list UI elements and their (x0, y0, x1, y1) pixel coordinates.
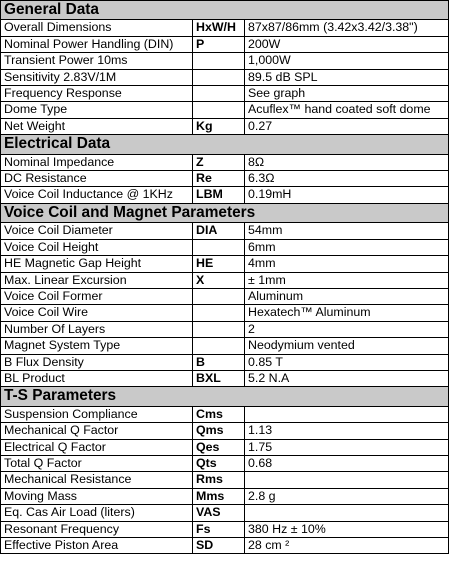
section-title: Voice Coil and Magnet Parameters (1, 203, 449, 222)
table-row (1, 406, 449, 422)
symbol-cell: Qes (193, 439, 245, 455)
param-name-cell: Voice Coil Wire (1, 305, 193, 321)
value-cell: 1,000W (245, 53, 449, 69)
symbol-cell (193, 338, 245, 354)
value-cell: Neodymium vented (245, 338, 449, 354)
table-row (1, 439, 449, 455)
symbol-cell: Cms (193, 406, 245, 422)
param-name-cell: Voice Coil Height (1, 239, 193, 255)
table-row (1, 338, 449, 354)
value-cell: Acuflex™ hand coated soft dome (245, 102, 449, 118)
symbol-cell: Rms (193, 472, 245, 488)
symbol-cell (193, 321, 245, 337)
table-row (1, 321, 449, 337)
table-row (1, 538, 449, 554)
symbol-cell: P (193, 36, 245, 52)
value-cell: 6.3Ω (245, 171, 449, 187)
param-name-cell: B Flux Density (1, 354, 193, 370)
table-row (1, 53, 449, 69)
table-row (1, 455, 449, 471)
table-row (1, 370, 449, 386)
param-name-cell: BL Product (1, 370, 193, 386)
symbol-cell: LBM (193, 187, 245, 203)
symbol-cell: X (193, 272, 245, 288)
param-name-cell: Nominal Power Handling (DIN) (1, 36, 193, 52)
symbol-cell: Re (193, 171, 245, 187)
param-name-cell: Voice Coil Diameter (1, 223, 193, 239)
value-cell: 8Ω (245, 154, 449, 170)
value-cell: 2 (245, 321, 449, 337)
param-name-cell: DC Resistance (1, 171, 193, 187)
param-name-cell: Frequency Response (1, 86, 193, 102)
param-name-cell: Magnet System Type (1, 338, 193, 354)
param-name-cell: Max. Linear Excursion (1, 272, 193, 288)
symbol-cell (193, 305, 245, 321)
symbol-cell: HxW/H (193, 20, 245, 36)
table-row (1, 239, 449, 255)
value-cell: 6mm (245, 239, 449, 255)
symbol-cell (193, 239, 245, 255)
param-name-cell: Effective Piston Area (1, 538, 193, 554)
symbol-cell: SD (193, 538, 245, 554)
table-row (1, 521, 449, 537)
value-cell: Hexatech™ Aluminum (245, 305, 449, 321)
param-name-cell: Suspension Compliance (1, 406, 193, 422)
table-row (1, 171, 449, 187)
value-cell: See graph (245, 86, 449, 102)
value-cell: 0.27 (245, 118, 449, 134)
section-title: T-S Parameters (1, 387, 449, 406)
value-cell: 28 cm ² (245, 538, 449, 554)
value-cell: 54mm (245, 223, 449, 239)
section-header (1, 1, 449, 20)
table-row (1, 472, 449, 488)
value-cell: 0.85 T (245, 354, 449, 370)
symbol-cell (193, 288, 245, 304)
table-row (1, 423, 449, 439)
param-name-cell: Electrical Q Factor (1, 439, 193, 455)
section-header (1, 135, 449, 154)
section-title: General Data (1, 1, 449, 20)
param-name-cell: Number Of Layers (1, 321, 193, 337)
value-cell: 87x87/86mm (3.42x3.42/3.38") (245, 20, 449, 36)
table-row (1, 256, 449, 272)
value-cell: ± 1mm (245, 272, 449, 288)
symbol-cell: B (193, 354, 245, 370)
value-cell: 0.19mH (245, 187, 449, 203)
table-row (1, 69, 449, 85)
table-row (1, 118, 449, 134)
table-row (1, 354, 449, 370)
value-cell: Aluminum (245, 288, 449, 304)
table-row (1, 102, 449, 118)
value-cell: 5.2 N.A (245, 370, 449, 386)
param-name-cell: Sensitivity 2.83V/1M (1, 69, 193, 85)
symbol-cell: Z (193, 154, 245, 170)
symbol-cell: Qms (193, 423, 245, 439)
value-cell: 4mm (245, 256, 449, 272)
param-name-cell: Total Q Factor (1, 455, 193, 471)
section-title: Electrical Data (1, 135, 449, 154)
symbol-cell: DIA (193, 223, 245, 239)
table-row (1, 86, 449, 102)
table-row (1, 505, 449, 521)
symbol-cell (193, 102, 245, 118)
param-name-cell: Moving Mass (1, 488, 193, 504)
value-cell: 1.75 (245, 439, 449, 455)
param-name-cell: Net Weight (1, 118, 193, 134)
param-name-cell: Voice Coil Former (1, 288, 193, 304)
value-cell: 1.13 (245, 423, 449, 439)
symbol-cell: VAS (193, 505, 245, 521)
table-row (1, 223, 449, 239)
spec-table-body (1, 1, 449, 554)
table-row (1, 288, 449, 304)
param-name-cell: Mechanical Resistance (1, 472, 193, 488)
param-name-cell: HE Magnetic Gap Height (1, 256, 193, 272)
symbol-cell: Kg (193, 118, 245, 134)
param-name-cell: Eq. Cas Air Load (liters) (1, 505, 193, 521)
value-cell (245, 406, 449, 422)
table-row (1, 305, 449, 321)
symbol-cell: Qts (193, 455, 245, 471)
table-row (1, 187, 449, 203)
param-name-cell: Transient Power 10ms (1, 53, 193, 69)
param-name-cell: Dome Type (1, 102, 193, 118)
value-cell: 89.5 dB SPL (245, 69, 449, 85)
symbol-cell: BXL (193, 370, 245, 386)
param-name-cell: Mechanical Q Factor (1, 423, 193, 439)
value-cell: 200W (245, 36, 449, 52)
param-name-cell: Overall Dimensions (1, 20, 193, 36)
section-header (1, 387, 449, 406)
symbol-cell (193, 69, 245, 85)
symbol-cell (193, 86, 245, 102)
value-cell (245, 472, 449, 488)
value-cell (245, 505, 449, 521)
value-cell: 380 Hz ± 10% (245, 521, 449, 537)
section-header (1, 203, 449, 222)
value-cell: 2.8 g (245, 488, 449, 504)
symbol-cell (193, 53, 245, 69)
param-name-cell: Nominal Impedance (1, 154, 193, 170)
table-row (1, 20, 449, 36)
table-row (1, 36, 449, 52)
symbol-cell: HE (193, 256, 245, 272)
table-row (1, 154, 449, 170)
symbol-cell: Mms (193, 488, 245, 504)
table-row (1, 488, 449, 504)
value-cell: 0.68 (245, 455, 449, 471)
table-row (1, 272, 449, 288)
param-name-cell: Voice Coil Inductance @ 1KHz (1, 187, 193, 203)
param-name-cell: Resonant Frequency (1, 521, 193, 537)
symbol-cell: Fs (193, 521, 245, 537)
